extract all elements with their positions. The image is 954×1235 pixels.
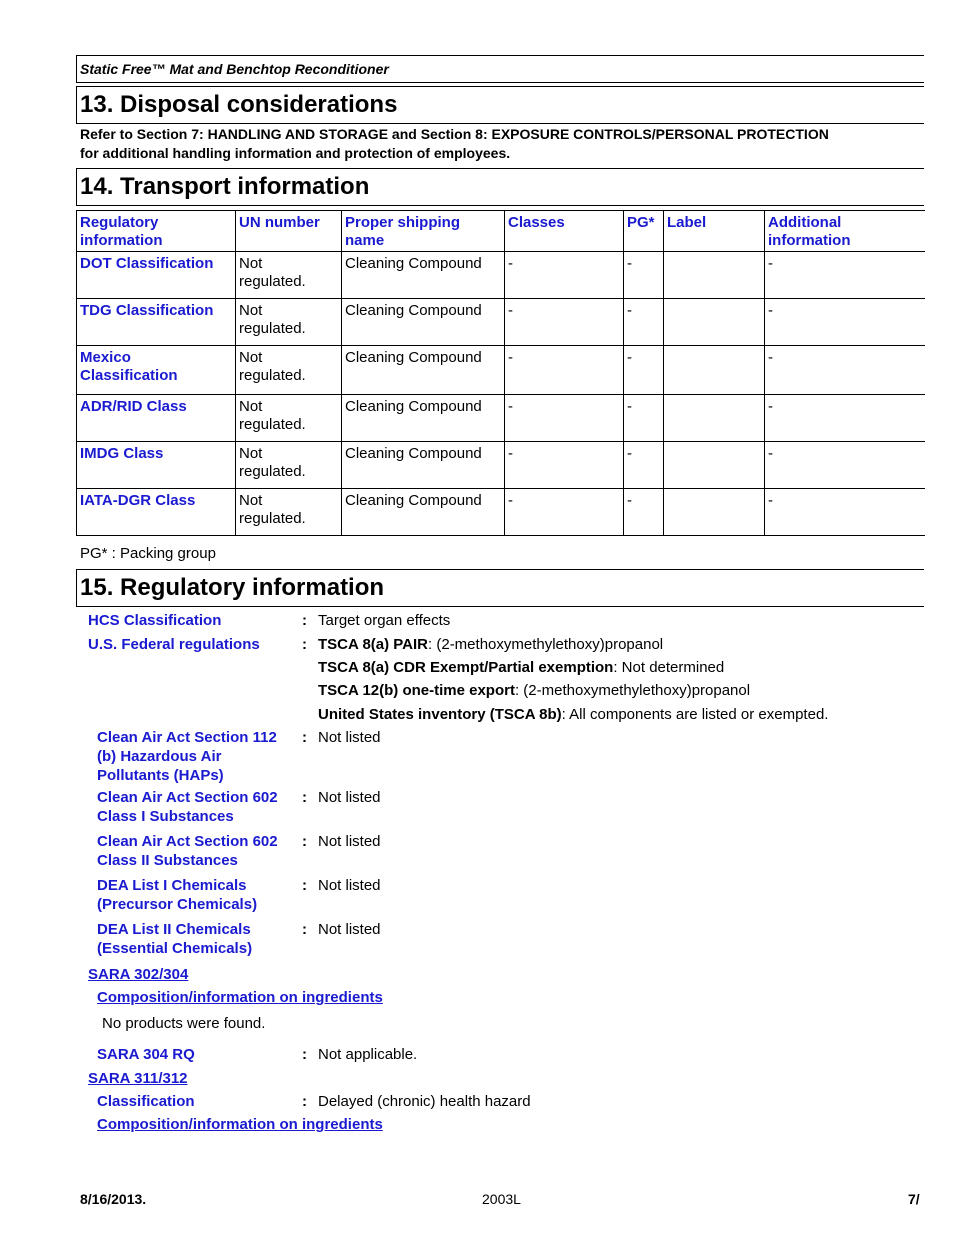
table-row xyxy=(77,489,925,536)
row-additional: - xyxy=(765,442,925,489)
col-proper-shipping-name: Proper shipping name xyxy=(342,211,505,252)
footer-code: 2003L xyxy=(482,1191,521,1207)
colon: : xyxy=(302,833,307,850)
tsca-12b: TSCA 12(b) one-time export: (2-methoxymethylethoxy)propanol xyxy=(318,682,751,699)
dea-list-1-label: DEA List I Chemicals (Precursor Chemicals) xyxy=(97,877,258,913)
row-un-number: Not regulated. xyxy=(236,442,342,489)
row-label xyxy=(664,395,765,442)
row-classification: IATA-DGR Class xyxy=(77,489,236,536)
col-label: Label xyxy=(664,211,765,252)
row-classes: - xyxy=(505,252,624,299)
row-pg: - xyxy=(624,395,664,442)
row-pg: - xyxy=(624,489,664,536)
row-label xyxy=(664,442,765,489)
dea-list-2-label: DEA List II Chemicals (Essential Chemicals) xyxy=(97,921,253,957)
row-additional: - xyxy=(765,395,925,442)
col-regulatory-information: Regulatory information xyxy=(77,211,236,252)
row-un-number: Not regulated. xyxy=(236,346,342,395)
colon: : xyxy=(302,729,307,746)
no-products-text: No products were found. xyxy=(102,1015,266,1032)
row-shipping-name: Cleaning Compound xyxy=(342,489,505,536)
footer-date: 8/16/2013. xyxy=(80,1191,147,1207)
colon: : xyxy=(302,921,307,938)
row-un-number: Not regulated. xyxy=(236,489,342,536)
disposal-note-line-2: for additional handling information and protection of employees. xyxy=(80,145,511,161)
row-classification: TDG Classification xyxy=(77,299,236,346)
tsca-8a-cdr: TSCA 8(a) CDR Exempt/Partial exemption: Not determined xyxy=(318,659,725,676)
row-un-number: Not regulated. xyxy=(236,252,342,299)
row-additional: - xyxy=(765,299,925,346)
us-inventory: United States inventory (TSCA 8b): All components are listed or exempted. xyxy=(318,706,829,723)
clean-air-act-602-class-1-value: Not listed xyxy=(318,789,381,806)
table-row xyxy=(77,442,925,489)
row-classification: DOT Classification xyxy=(77,252,236,299)
section-14-title: 14. Transport information xyxy=(76,168,924,206)
row-classification: ADR/RID Class xyxy=(77,395,236,442)
col-additional-information: Additional information xyxy=(765,211,925,252)
row-shipping-name: Cleaning Compound xyxy=(342,442,505,489)
product-name-header: Static Free™ Mat and Benchtop Reconditioner xyxy=(76,55,924,83)
sara-302-304-heading: SARA 302/304 xyxy=(88,966,189,983)
row-shipping-name: Cleaning Compound xyxy=(342,299,505,346)
col-un-number: UN number xyxy=(236,211,342,252)
classification-label: Classification xyxy=(97,1093,195,1110)
table-row xyxy=(77,395,925,442)
clean-air-act-602-class-2-label: Clean Air Act Section 602 Class II Substances xyxy=(97,833,278,869)
row-additional: - xyxy=(765,252,925,299)
row-shipping-name: Cleaning Compound xyxy=(342,395,505,442)
tsca-8a-pair: TSCA 8(a) PAIR: (2-methoxymethylethoxy)propanol xyxy=(318,636,664,653)
sara-304-rq-value: Not applicable. xyxy=(318,1046,418,1063)
col-classes: Classes xyxy=(505,211,624,252)
colon: : xyxy=(302,1093,307,1110)
colon: : xyxy=(302,612,307,629)
row-additional: - xyxy=(765,346,925,395)
row-label xyxy=(664,252,765,299)
row-label xyxy=(664,299,765,346)
row-pg: - xyxy=(624,252,664,299)
row-additional: - xyxy=(765,489,925,536)
row-shipping-name: Cleaning Compound xyxy=(342,346,505,395)
sara-311-312-heading: SARA 311/312 xyxy=(88,1070,188,1087)
row-label xyxy=(664,489,765,536)
row-label xyxy=(664,346,765,395)
disposal-note-line-1: Refer to Section 7: HANDLING AND STORAGE and Section 8: EXPOSURE CONTROLS/PERSONAL PROTECTION xyxy=(80,126,829,142)
row-un-number: Not regulated. xyxy=(236,395,342,442)
hcs-classification-label: HCS Classification xyxy=(88,612,222,629)
row-classes: - xyxy=(505,489,624,536)
row-pg: - xyxy=(624,346,664,395)
clean-air-act-112-label: Clean Air Act Section 112 (b) Hazardous Air Pollutants (HAPs) xyxy=(97,729,277,784)
row-classification: IMDG Class xyxy=(77,442,236,489)
transport-table xyxy=(76,210,925,536)
row-classes: - xyxy=(505,346,624,395)
col-pg: PG* xyxy=(624,211,664,252)
composition-ingredients-heading: Composition/information on ingredients xyxy=(97,989,383,1006)
row-classes: - xyxy=(505,395,624,442)
colon: : xyxy=(302,789,307,806)
row-shipping-name: Cleaning Compound xyxy=(342,252,505,299)
dea-list-1-value: Not listed xyxy=(318,877,381,894)
table-row xyxy=(77,252,925,299)
hcs-classification-value: Target organ effects xyxy=(318,612,451,629)
us-federal-regulations-label: U.S. Federal regulations xyxy=(88,636,260,653)
colon: : xyxy=(302,1046,307,1063)
composition-ingredients-heading-2: Composition/information on ingredients xyxy=(97,1116,383,1133)
row-pg: - xyxy=(624,442,664,489)
colon: : xyxy=(302,636,307,653)
dea-list-2-value: Not listed xyxy=(318,921,381,938)
clean-air-act-112-value: Not listed xyxy=(318,729,381,746)
sara-304-rq-label: SARA 304 RQ xyxy=(97,1046,195,1063)
packing-group-footnote: PG* : Packing group xyxy=(80,545,216,562)
row-classification: Mexico Classification xyxy=(77,346,236,395)
row-classes: - xyxy=(505,299,624,346)
row-pg: - xyxy=(624,299,664,346)
transport-header-row xyxy=(77,211,925,252)
classification-value: Delayed (chronic) health hazard xyxy=(318,1093,531,1110)
row-classes: - xyxy=(505,442,624,489)
row-un-number: Not regulated. xyxy=(236,299,342,346)
footer-page-number: 7/ xyxy=(908,1191,920,1207)
section-13-title: 13. Disposal considerations xyxy=(76,86,924,124)
colon: : xyxy=(302,877,307,894)
clean-air-act-602-class-1-label: Clean Air Act Section 602 Class I Substances xyxy=(97,789,278,825)
clean-air-act-602-class-2-value: Not listed xyxy=(318,833,381,850)
table-row xyxy=(77,299,925,346)
section-15-title: 15. Regulatory information xyxy=(76,569,924,607)
table-row xyxy=(77,346,925,395)
